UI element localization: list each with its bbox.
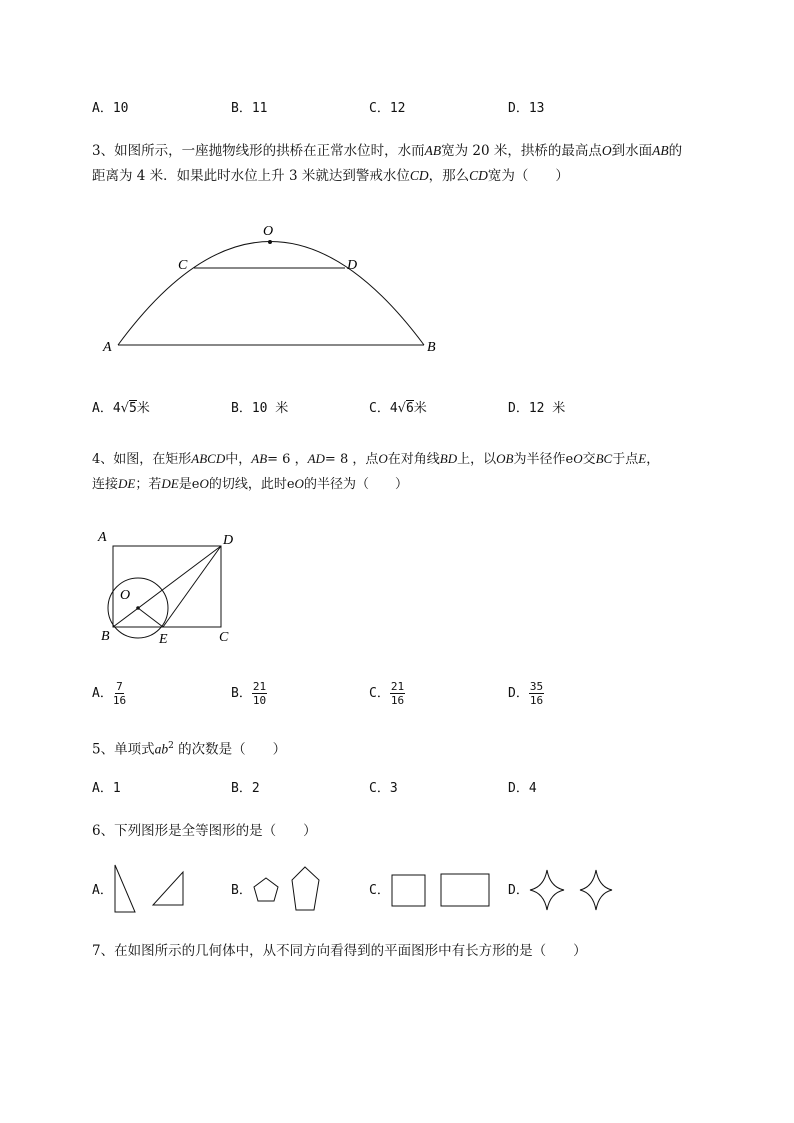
q2-option-b: B．11 (231, 101, 268, 116)
q3-option-d: D．12 米 (508, 401, 566, 416)
q4-option-a: A． $\frac{7}{16}$ (92, 680, 127, 707)
pentagon-large (292, 867, 319, 910)
label-d: D (223, 533, 234, 548)
q4-option-c: C． $\frac{21}{16}$ (369, 680, 405, 707)
fraction: $\frac{21}{10}$ (252, 680, 267, 707)
label-c: C (219, 630, 229, 645)
label-a: A (98, 530, 107, 545)
pentagon-small (254, 878, 278, 901)
rectangle-large (441, 874, 489, 906)
star-left (530, 870, 564, 910)
q7-stem: 7、在如图所示的几何体中，从不同方向看得到的平面图形中有长方形的是（ ） (92, 943, 587, 959)
q5-option-b: B．2 (231, 781, 260, 796)
square-small (392, 875, 425, 906)
q4-option-d: D． $\frac{35}{16}$ (508, 680, 544, 707)
star-right (580, 870, 612, 910)
q6-option-a-letter: A． (92, 883, 113, 898)
q2-option-c: C．12 (369, 101, 406, 116)
q6-option-c-letter: C． (369, 883, 390, 898)
fraction: $\frac{7}{16}$ (112, 680, 127, 707)
label-e: E (159, 632, 168, 647)
q2-option-d: D．13 (508, 101, 545, 116)
q6-stem: 6、下列图形是全等图形的是（ ） (92, 823, 317, 839)
q3-stem-line2: 距离为 4 米．如果此时水位上升 3 米就达到警戒水位CD，那么CD宽为（ ） (92, 168, 569, 184)
q3-option-c: C．4√6米 (369, 401, 427, 416)
label-b: B (427, 340, 436, 355)
q5-option-a: A．1 (92, 781, 121, 796)
q5-stem: 5、单项式$ab^2$ 的次数是（ ） (92, 741, 287, 758)
q5-option-c: C．3 (369, 781, 398, 796)
q4-option-b: B． $\frac{21}{10}$ (231, 680, 267, 707)
q4-stem-line1: 4、如图，在矩形ABCD中，AB= 6 ，AD= 8 ，点O在对角线BD上，以OB为半径作eO交BC于点E， (92, 451, 660, 467)
triangle-small (153, 872, 183, 905)
label-o: O (120, 588, 131, 603)
q6-option-b-letter: B． (231, 883, 252, 898)
q4-stem-line2: 连接DE；若DE是eO的切线，此时eO的半径为（ ） (92, 476, 408, 492)
q3-option-b: B．10 米 (231, 401, 289, 416)
label-d: D (347, 258, 358, 273)
q3-stem-line1: 3、如图所示，一座抛物线形的拱桥在正常水位时，水而AB宽为 20 米，拱桥的最高点O到水面AB的 (92, 143, 683, 159)
q2-option-a: A．10 (92, 101, 129, 116)
q6-option-d-letter: D． (508, 883, 529, 898)
label-b: B (101, 629, 110, 644)
label-c: C (178, 258, 188, 273)
triangle-tall (115, 865, 135, 912)
fraction: $\frac{35}{16}$ (529, 680, 544, 707)
q3-option-a: A．4√5米 (92, 401, 150, 416)
label-o: O (263, 224, 274, 239)
q5-option-d: D．4 (508, 781, 537, 796)
label-a: A (103, 340, 112, 355)
fraction: $\frac{21}{16}$ (390, 680, 405, 707)
